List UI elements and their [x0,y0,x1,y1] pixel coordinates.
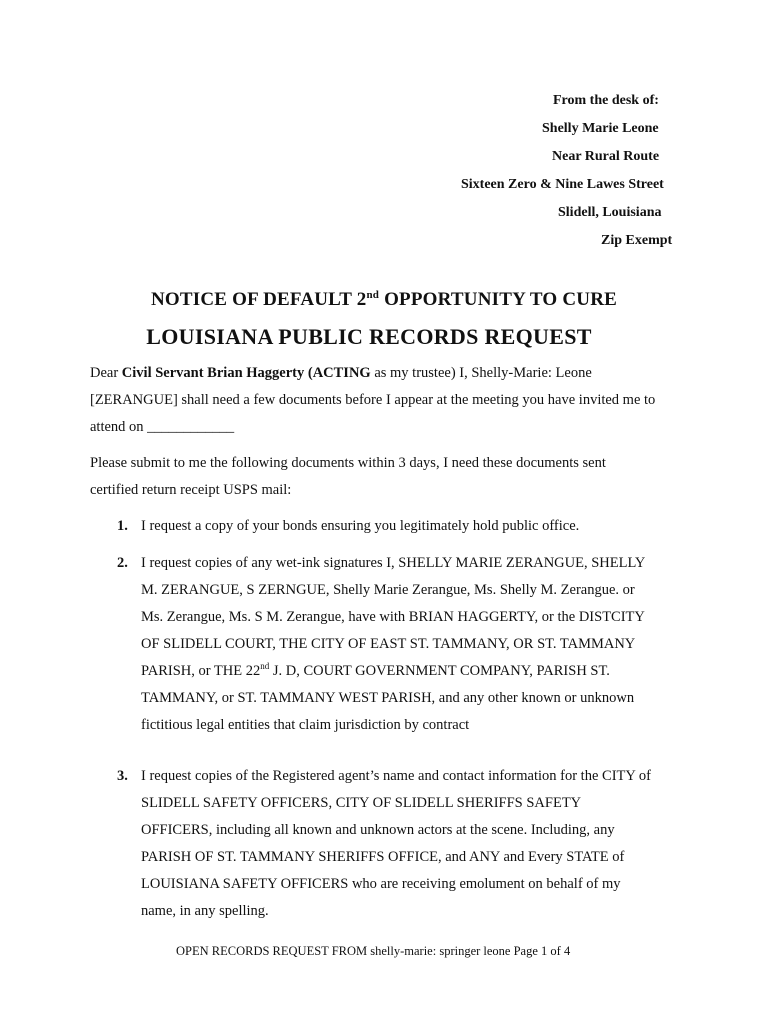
list-number: 3. [117,768,128,784]
document-page: From the desk of: Shelly Marie Leone Near Rural Route Sixteen Zero & Nine Lawes Street Slidell, Louisiana Zip Exempt NOTICE OF DEFAULT 2nd OPPORTUNITY TO CURE LOUISIANA PUBLIC RECORDS REQUEST Dear Civil Servant Brian Haggerty (ACTING as my trustee) I, Shelly-Marie: Leone [ZERANGUE] shall need a few documents before I appear at the meeting you have invited me to attend on ____________ Please submit to me the following documents within 3 days, I need these documents sent certified return receipt USPS mail: 1. I request a copy of your bonds ensuring you legitimately hold public office. 2. I request copies of any wet-ink signatures I, SHELLY MARIE ZERANGUE, SHELLY M. ZERANGUE, S ZERNGUE, Shelly Marie Zerangue, Ms. Shelly M. Zerangue. or Ms. Zerangue, Ms. S M. Zerangue, have with BRIAN HAGGERTY, or the DISTCITY OF SLIDELL COURT, THE CITY OF EAST ST. TAMMANY, OR ST. TAMMANY PARISH, or THE 22nd J. D, COURT GOVERNMENT COMPANY, PARISH ST. TAMMANY, or ST. TAMMANY WEST PARISH, and any other known or unknown fictitious legal entities that claim jurisdiction by contract 3. I request copies of the Registered agent’s name and contact information for the CITY of SLIDELL SAFETY OFFICERS, CITY OF SLIDELL SHERIFFS SAFETY OFFICERS, including all known and unknown actors at the scene. Including, any PARISH OF ST. TAMMANY SHERIFFS OFFICE, and ANY and Every STATE of LOUISIANA SAFETY OFFICERS who are receiving emolument on behalf of my name, in any spelling. OPEN RECORDS REQUEST FROM shelly-marie: springer leone Page 1 of 4 [0,0,768,1024]
page-footer: OPEN RECORDS REQUEST FROM shelly-marie: springer leone Page 1 of 4 [176,944,571,958]
sender-address-line1: Near Rural Route [552,149,660,164]
sender-name: Shelly Marie Leone [542,121,659,136]
list-number: 2. [117,555,128,571]
instruction-paragraph: Please submit to me the following documents within 3 days, I need these documents sent certified return receipt USPS mail: [90,455,606,498]
addressee-name: Civil Servant Brian Haggerty (ACTING [121,365,371,381]
ordinal-suffix: nd [366,289,380,301]
sender-zip: Zip Exempt [601,233,673,248]
notice-title: NOTICE OF DEFAULT 2nd OPPORTUNITY TO CURE [151,289,617,310]
document-title: LOUISIANA PUBLIC RECORDS REQUEST [146,324,592,349]
sender-city: Slidell, Louisiana [558,205,662,220]
sender-street: Sixteen Zero & Nine Lawes Street [461,177,664,192]
list-number: 1. [117,518,128,534]
from-desk-label: From the desk of: [553,93,659,108]
salutation-paragraph: Dear Civil Servant Brian Haggerty (ACTING as my trustee) I, Shelly-Marie: Leone [ZERANGUE] shall need a few documents before I appear at the meeting you have invited me to attend on ____________ [90,365,656,435]
